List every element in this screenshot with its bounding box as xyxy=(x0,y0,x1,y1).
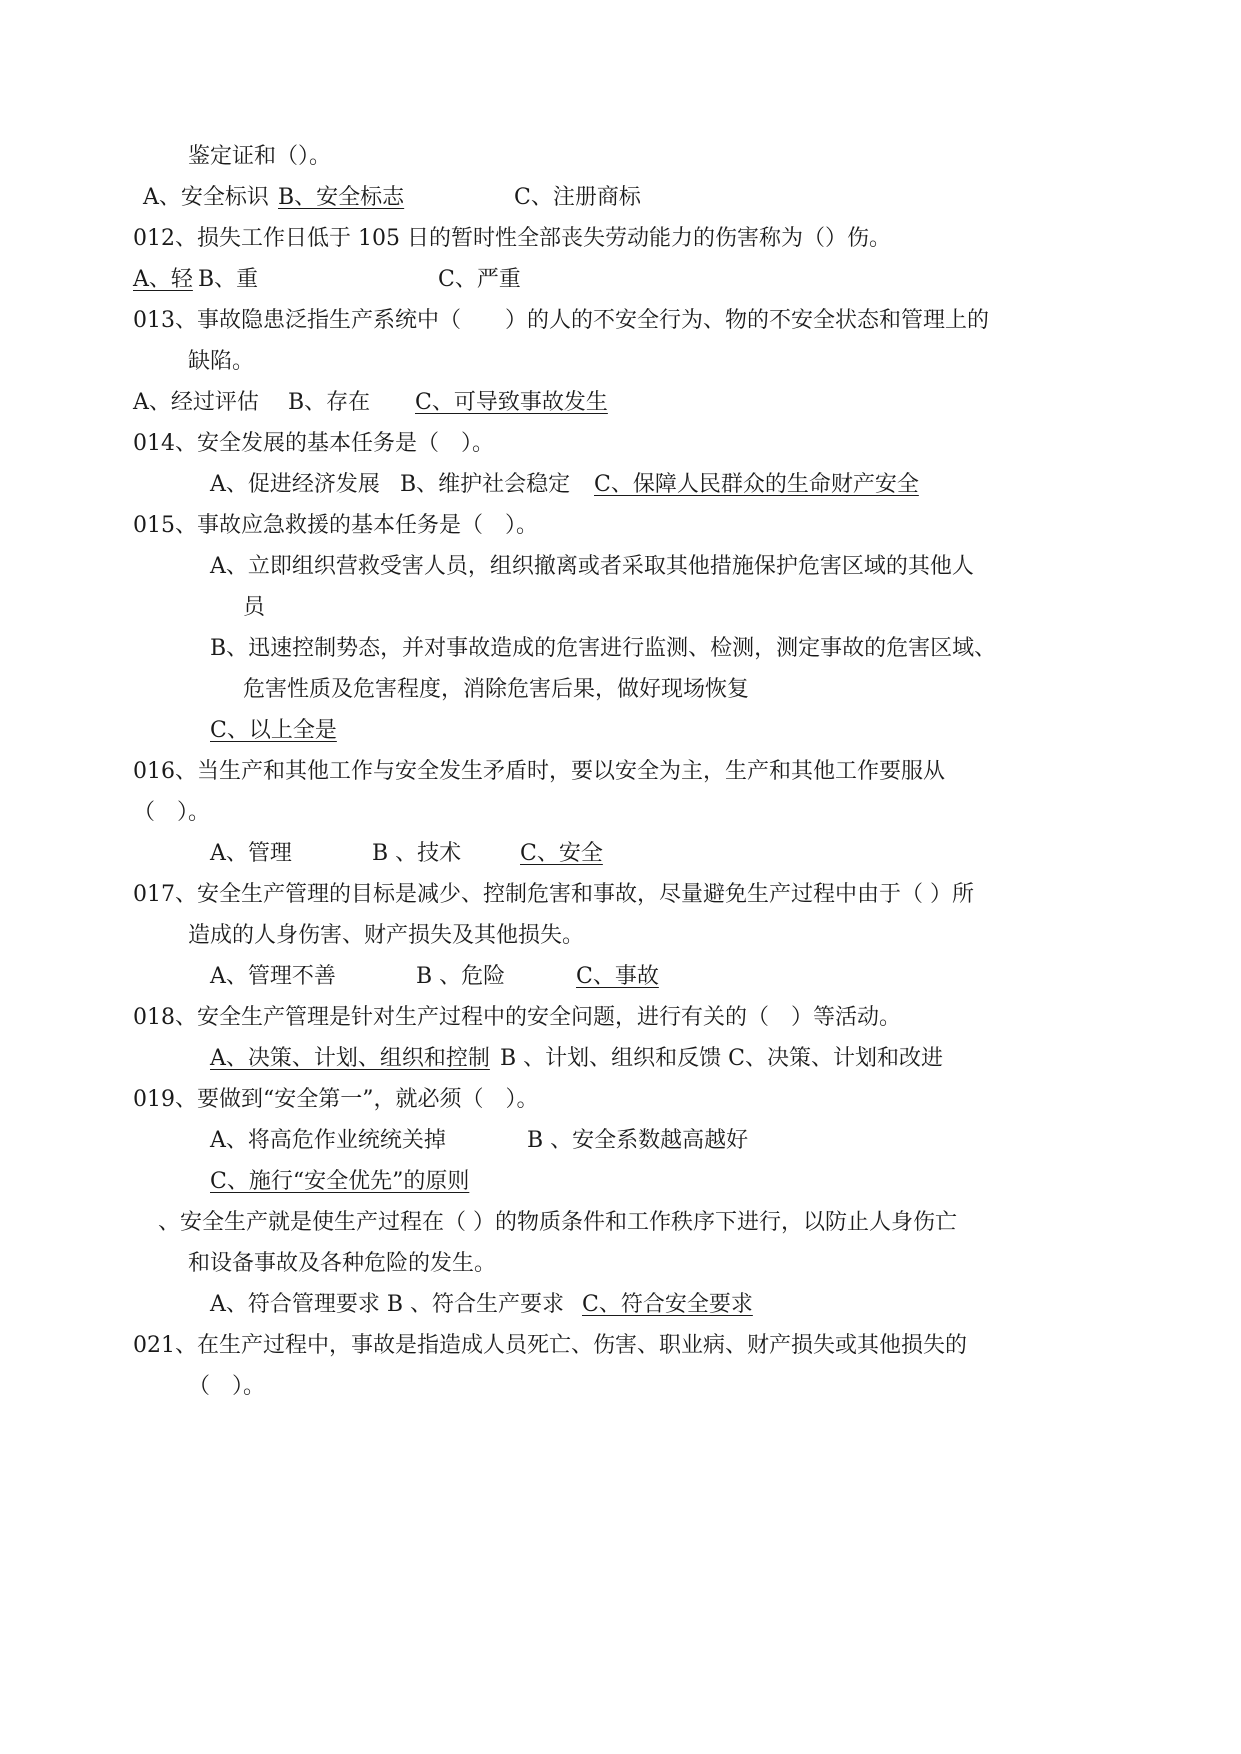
question-021: 021、在生产过程中，事故是指造成人员死亡、伤害、职业病、财产损失或其他损失的 xyxy=(133,1333,967,1358)
option-a-answer: A、轻 xyxy=(133,267,193,292)
question-017: 017、安全生产管理的目标是减少、控制危害和事故，尽量避免生产过程中由于（ ）所 xyxy=(133,882,974,907)
option-b: B 、危险 xyxy=(416,964,506,989)
text-line: 缺陷。 xyxy=(188,349,255,374)
option-b: B 、安全系数越高越好 xyxy=(527,1128,749,1153)
option-c-answer: C、可导致事故发生 xyxy=(415,390,608,415)
option-a: A、立即组织营救受害人员，组织撤离或者采取其他措施保护危害区域的其他人 xyxy=(210,554,974,579)
option-a-answer: A、决策、计划、组织和控制 xyxy=(210,1046,490,1071)
text-line: （ ）。 xyxy=(188,1374,266,1399)
option-c-answer: C、保障人民群众的生命财产安全 xyxy=(594,472,919,497)
option-a: A、促进经济发展 xyxy=(210,472,380,497)
question-018: 018、安全生产管理是针对生产过程中的安全问题，进行有关的（ ）等活动。 xyxy=(133,1005,901,1030)
text-line: 造成的人身伤害、财产损失及其他损失。 xyxy=(188,923,585,948)
option-c: C、严重 xyxy=(438,267,521,292)
option-b-c: B 、计划、组织和反馈 C、决策、计划和改进 xyxy=(500,1046,943,1071)
question-020: 、安全生产就是使生产过程在（ ）的物质条件和工作秩序下进行，以防止人身伤亡 xyxy=(158,1210,957,1235)
option-c-answer: C、以上全是 xyxy=(210,718,337,743)
option-b: B、迅速控制势态，并对事故造成的危害进行监测、检测，测定事故的危害区域、 xyxy=(210,636,997,661)
option-b: B 、技术 xyxy=(372,841,462,866)
option-a: A、经过评估 xyxy=(133,390,259,415)
option-b: B、存在 xyxy=(288,390,371,415)
text-line: 和设备事故及各种危险的发生。 xyxy=(188,1251,497,1276)
option-a: A、安全标识 xyxy=(143,185,269,210)
question-012: 012、损失工作日低于 105 日的暂时性全部丧失劳动能力的伤害称为（）伤。 xyxy=(133,226,891,251)
question-015: 015、事故应急救援的基本任务是（ ）。 xyxy=(133,513,538,538)
question-014: 014、安全发展的基本任务是（ ）。 xyxy=(133,431,494,456)
option-a: A、管理 xyxy=(210,841,292,866)
option-a: A、将高危作业统统关掉 xyxy=(210,1128,446,1153)
text-line: （ ）。 xyxy=(133,800,211,825)
option-b: B、维护社会稳定 xyxy=(400,472,571,497)
option-c-answer: C、安全 xyxy=(520,841,603,866)
option-c-answer: C、符合安全要求 xyxy=(582,1292,753,1317)
option-b-answer: B、安全标志 xyxy=(278,185,405,210)
text-line: 员 xyxy=(243,595,266,620)
question-013: 013、事故隐患泛指生产系统中（ ）的人的不安全行为、物的不安全状态和管理上的 xyxy=(133,308,989,333)
question-016: 016、当生产和其他工作与安全发生矛盾时，要以安全为主，生产和其他工作要服从 xyxy=(133,759,945,784)
option-b: B、重 xyxy=(198,267,259,292)
option-a: A、管理不善 xyxy=(210,964,336,989)
option-c-answer: C、施行“安全优先”的原则 xyxy=(210,1169,470,1194)
option-c: C、注册商标 xyxy=(514,185,641,210)
question-019: 019、要做到“安全第一”，就必须（ ）。 xyxy=(133,1087,539,1112)
option-a-b: A、符合管理要求 B 、符合生产要求 xyxy=(210,1292,565,1317)
option-c-answer: C、事故 xyxy=(576,964,659,989)
text-line: 鉴定证和（）。 xyxy=(188,144,332,169)
text-line: 危害性质及危害程度，消除危害后果，做好现场恢复 xyxy=(243,677,750,702)
